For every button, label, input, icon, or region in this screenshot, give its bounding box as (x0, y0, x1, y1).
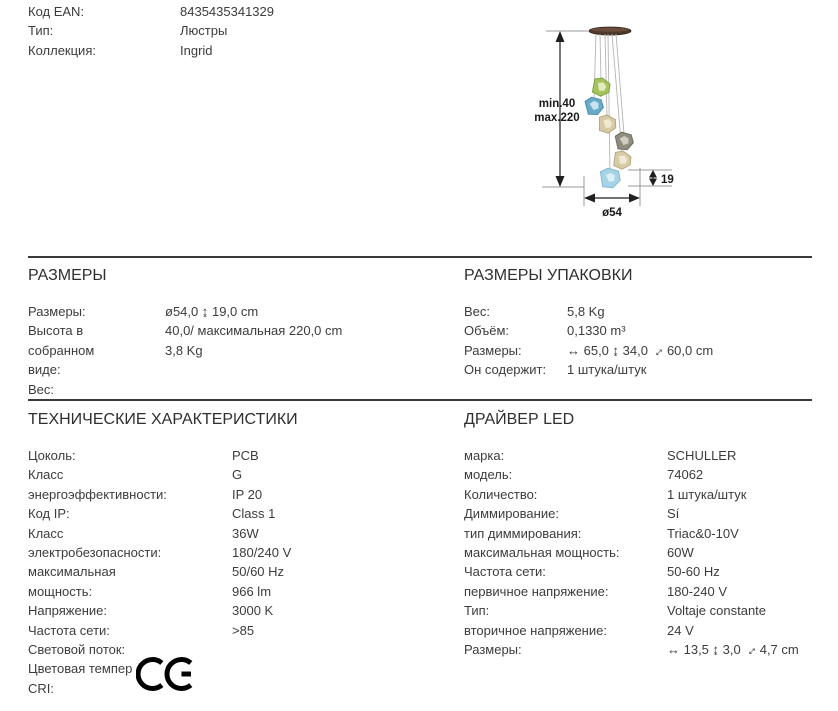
spec-value: 60W (667, 544, 694, 560)
spec-label: Тип: (464, 603, 490, 619)
spec-label: Размеры: (464, 641, 522, 657)
spec-label: Вес: (464, 304, 491, 319)
info-value: Ingrid (180, 42, 213, 58)
spec-value: IP 20 (232, 486, 263, 502)
spec-value: 180-240 V (667, 583, 727, 599)
shade-lightblue (600, 167, 621, 189)
info-value: Люстры (180, 23, 228, 39)
spec-value: 50/60 Hz (232, 564, 285, 580)
driver-size-part2: 4,7 cm (759, 641, 799, 657)
spec-label: Размеры: (28, 304, 86, 319)
spec-label: Частота сети: (464, 564, 546, 580)
spec-label: мощность: (28, 583, 93, 599)
info-label: Код EAN: (28, 4, 85, 19)
spec-label: Объём: (464, 323, 510, 339)
spec-label: Цветовая темпер (28, 661, 133, 677)
arrowhead-up-icon (556, 31, 565, 42)
spec-label: Класс (28, 467, 64, 483)
height-min-label: min.40 (538, 98, 576, 110)
spec-value: 36W (232, 525, 259, 541)
spec-label: максимальная (28, 564, 116, 580)
diagonal-arrow-icon: ↔ (740, 639, 760, 660)
info-label: Тип: (28, 23, 54, 39)
spec-label: Световой поток: (28, 641, 126, 657)
arrowhead-down-icon (649, 179, 657, 187)
spec-value: G (232, 467, 243, 483)
spec-label: Напряжение: (28, 603, 107, 619)
spec-label: марка: (464, 448, 505, 463)
spec-value: 3,8 Kg (165, 342, 203, 358)
arrowhead-left-icon (584, 194, 595, 203)
spec-label: Он содержит: (464, 362, 547, 378)
spec-value: Sí (667, 506, 680, 522)
arrowhead-up-icon (649, 170, 657, 178)
spec-value: 0,1330 m³ (567, 323, 626, 339)
spec-label: максимальная мощность: (464, 544, 620, 560)
spec-label: электробезопасности: (28, 544, 162, 560)
section-packaging (464, 266, 824, 378)
spec-label: Количество: (464, 486, 538, 502)
product-dimension-diagram (520, 0, 740, 230)
spec-value: 180/240 V (232, 544, 292, 560)
arrowhead-down-icon (556, 176, 565, 187)
spec-value: Triac&0-10V (667, 525, 739, 541)
shade-blue (585, 96, 605, 117)
section-technical (28, 410, 438, 696)
spec-value: 50-60 Hz (667, 564, 720, 580)
spec-label: энергоэффективности: (28, 486, 167, 502)
spec-value: 74062 (667, 467, 704, 483)
section-dimensions (28, 266, 428, 397)
section-divider (28, 399, 812, 401)
spec-label: Диммирование: (464, 506, 559, 522)
info-label: Коллекция: (28, 42, 96, 58)
spec-value (567, 341, 713, 360)
spec-value: >85 (232, 622, 255, 638)
spec-label: Размеры: (464, 342, 522, 358)
spec-value: 1 штука/штук (567, 362, 647, 378)
spec-label: CRI: (28, 680, 54, 696)
spec-value: 40,0/ максимальная 220,0 cm (165, 323, 343, 339)
spec-value: 24 V (667, 622, 694, 638)
canopy-highlight (591, 27, 629, 31)
spec-label: вторичное напряжение: (464, 622, 607, 638)
section-title: РАЗМЕРЫ УПАКОВКИ (464, 267, 633, 284)
shade-gray (615, 131, 634, 151)
spec-label: тип диммирования: (464, 525, 582, 541)
section-divider (28, 256, 812, 258)
spec-value: 3000 K (232, 603, 274, 619)
spec-label: Частота сети: (28, 622, 110, 638)
info-value: 8435435341329 (180, 4, 274, 19)
arrowhead-right-icon (629, 194, 640, 203)
height-max-label: max.220 (534, 112, 580, 124)
spec-value: ø54,0 ↨ 19,0 cm (165, 304, 259, 319)
package-size-part2: 60,0 cm (666, 342, 714, 358)
section-title: ДРАЙВЕР LED (464, 411, 575, 428)
section-title: ТЕХНИЧЕСКИЕ ХАРАКТЕРИСТИКИ (28, 411, 298, 428)
spec-value (667, 640, 799, 659)
spec-value: 966 lm (232, 583, 272, 599)
spec-value: SCHULLER (667, 448, 737, 463)
ce-mark-icon (136, 650, 198, 698)
shade-cream (612, 150, 632, 171)
spec-label: Код IP: (28, 506, 70, 522)
spec-label: Класс (28, 525, 64, 541)
diameter-label: ø54 (602, 207, 622, 219)
shade-beige (598, 114, 617, 133)
spec-label: виде: (28, 362, 61, 378)
spec-value: Class 1 (232, 506, 276, 522)
diagonal-arrow-icon: ↔ (647, 340, 668, 361)
spec-label: собранном (28, 342, 95, 358)
section-led-driver (464, 410, 834, 660)
spec-label: модель: (464, 467, 513, 483)
spec-value: 1 штука/штук (667, 486, 747, 502)
package-size-part1: ↔ 65,0 ↨ 34,0 (567, 342, 648, 358)
spec-label: Высота в (28, 323, 84, 339)
spec-label: Вес: (28, 381, 55, 397)
spec-label: первичное напряжение: (464, 583, 609, 599)
driver-size-part1: ↔ 13,5 ↨ 3,0 (667, 641, 741, 657)
spec-value: PCB (232, 448, 259, 463)
shade-height-label: 19 (661, 174, 674, 186)
spec-label: Цоколь: (28, 448, 76, 463)
section-title: РАЗМЕРЫ (28, 267, 107, 284)
spec-value: Voltaje constante (667, 603, 767, 619)
spec-value: 5,8 Kg (567, 304, 605, 319)
